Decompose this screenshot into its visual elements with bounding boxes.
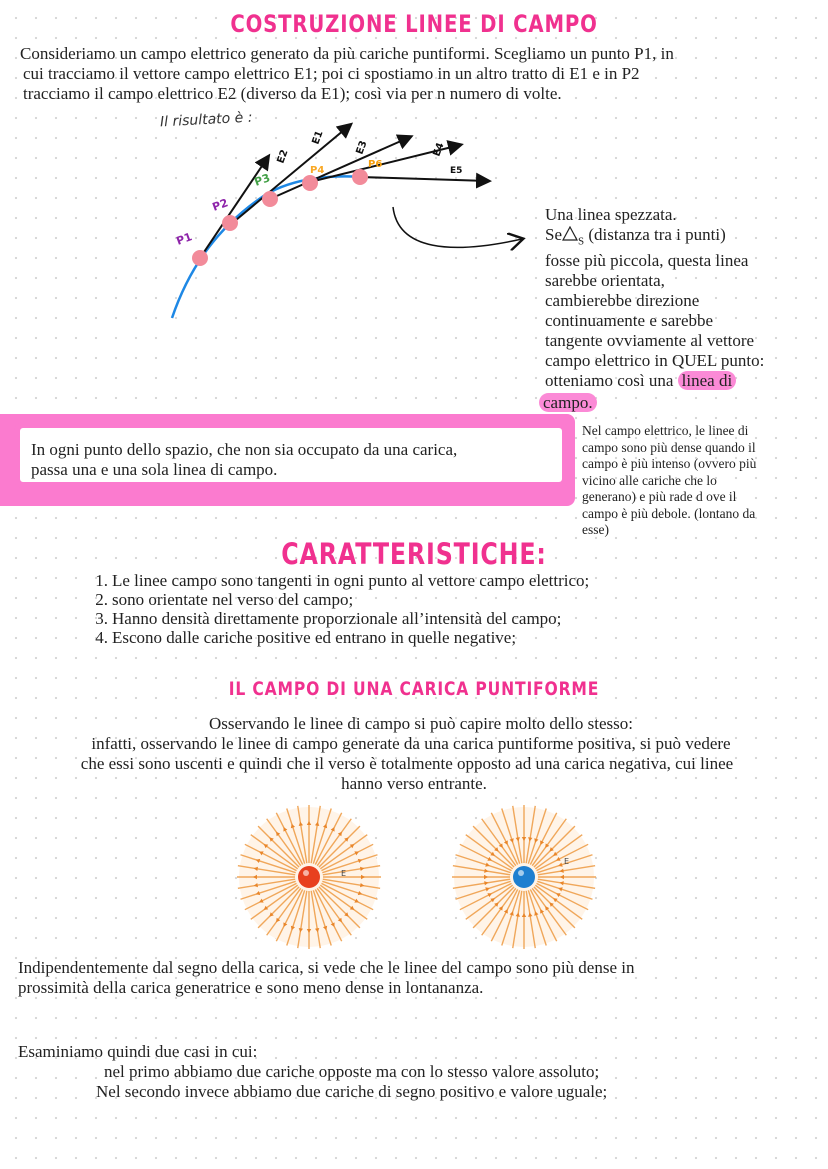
point-p3 xyxy=(262,191,278,207)
label-p3: P3 xyxy=(252,171,272,189)
field-line-diagram xyxy=(150,115,550,330)
intro-line-3: tracciamo il campo elettrico E2 (diverso da E1); così via per n numero di volte. xyxy=(23,84,562,103)
label-p4: P4 xyxy=(310,165,325,176)
explanation-line: campo elettrico in QUEL punto: xyxy=(545,351,765,371)
field-vector-label: E xyxy=(341,869,347,878)
section-title-caratteristiche: CARATTERISTICHE: xyxy=(281,537,547,571)
charge-highlight xyxy=(303,870,309,876)
intro-paragraph xyxy=(20,44,828,104)
paragraph-observation: Osservando le linee di campo si può capire molto dello stesso: infatti, osservando le linee di campo generate da una carica puntiforme positiva, si può vedere che essi sono uscenti e quindi che il verso è totalmente opposto ad una carica negativa, cui linee hanno verso entrante. xyxy=(80,714,734,793)
intro-line-2: cui tracciamo il vettore campo elettrico E1; poi ci spostiamo in un altro tratto di E1 e in P2 xyxy=(23,64,640,83)
point-p2 xyxy=(222,215,238,231)
positive-charge-field xyxy=(228,802,390,952)
label-e1: E1 xyxy=(310,129,326,147)
list-item: 4. Escono dalle cariche positive ed entrano in quelle negative; xyxy=(95,628,517,647)
point-p6 xyxy=(352,169,368,185)
handwritten-label: Il risultato è : xyxy=(159,109,253,131)
positive-charge xyxy=(298,866,320,888)
explanation-line: cambierebbe direzione xyxy=(545,291,700,311)
page-title: COSTRUZIONE LINEE DI CAMPO xyxy=(230,10,598,38)
key-statement-box xyxy=(14,422,568,488)
intro-line-1: Consideriamo un campo elettrico generato da più cariche puntiformi. Scegliamo un punto P1, in xyxy=(20,44,674,63)
explanation-line xyxy=(545,393,825,413)
paragraph-cases: Esaminiamo quindi due casi in cui: nel primo abbiamo due cariche opposte ma con lo stesso valore assoluto; Nel secondo invece abbiamo due cariche di segno positivo e valore uguale; xyxy=(18,1042,608,1101)
field-vector-label: E xyxy=(564,857,570,866)
side-note: Nel campo elettrico, le linee di campo sono più dense quando il campo è più intenso (ovvero più vicino alle cariche che lo generano) e più rade d ove il campo è più debole. (lontano da esse) xyxy=(582,423,757,537)
negative-charge xyxy=(513,866,535,888)
delta-icon xyxy=(562,226,578,241)
label-p2: P2 xyxy=(210,196,230,214)
label-e4: E4 xyxy=(431,141,447,159)
vector-arrow xyxy=(360,177,488,181)
vector-arrow xyxy=(200,157,268,258)
explanation-line: continuamente e sarebbe xyxy=(545,311,714,331)
label-p1: P1 xyxy=(174,230,194,248)
box-line-1: In ogni punto dello spazio, che non sia occupato da una carica, xyxy=(31,440,458,459)
explanation-line: fosse più piccola, questa linea xyxy=(545,251,749,271)
list-item: 2. sono orientate nel verso del campo; xyxy=(95,590,354,609)
se-word: Se xyxy=(545,225,562,244)
label-p6: P6 xyxy=(368,159,383,170)
explanation-line: Una linea spezzata. xyxy=(545,205,677,224)
label-e5: E5 xyxy=(450,166,463,176)
explanation-line xyxy=(545,225,825,251)
point-p4 xyxy=(302,175,318,191)
delta-subscript: S xyxy=(578,235,585,248)
highlight-campo: campo. xyxy=(539,393,597,412)
explanation-text xyxy=(545,205,825,413)
features-list xyxy=(80,571,820,647)
point-p1 xyxy=(192,250,208,266)
highlight-linea-di: linea di xyxy=(678,371,737,390)
label-e2: E2 xyxy=(275,148,291,166)
paragraph-density: Indipendentemente dal segno della carica, si vede che le linee del campo sono più dense in prossimità della carica generatrice e sono meno dense in lontananza. xyxy=(18,958,635,997)
list-item: 3. Hanno densità direttamente proporzionale all’intensità del campo; xyxy=(95,609,562,628)
section-title-carica-puntiforme: IL CAMPO DI UNA CARICA PUNTIFORME xyxy=(228,678,600,700)
label-e3: E3 xyxy=(354,139,370,157)
box-line-2: passa una e una sola linea di campo. xyxy=(31,460,278,479)
explanation-line: (distanza tra i punti) xyxy=(588,225,726,244)
negative-charge-field xyxy=(443,802,605,952)
vector-arrow xyxy=(230,125,350,225)
explanation-line: tangente ovviamente al vettore xyxy=(545,331,755,351)
explanation-line: sarebbe orientata, xyxy=(545,271,665,291)
pointer-arrow xyxy=(393,207,522,247)
explanation-line: otteniamo così una linea di xyxy=(545,371,825,391)
vector-arrow xyxy=(270,137,410,199)
list-item: 1. Le linee campo sono tangenti in ogni punto al vettore campo elettrico; xyxy=(95,571,590,590)
charge-highlight xyxy=(518,870,524,876)
